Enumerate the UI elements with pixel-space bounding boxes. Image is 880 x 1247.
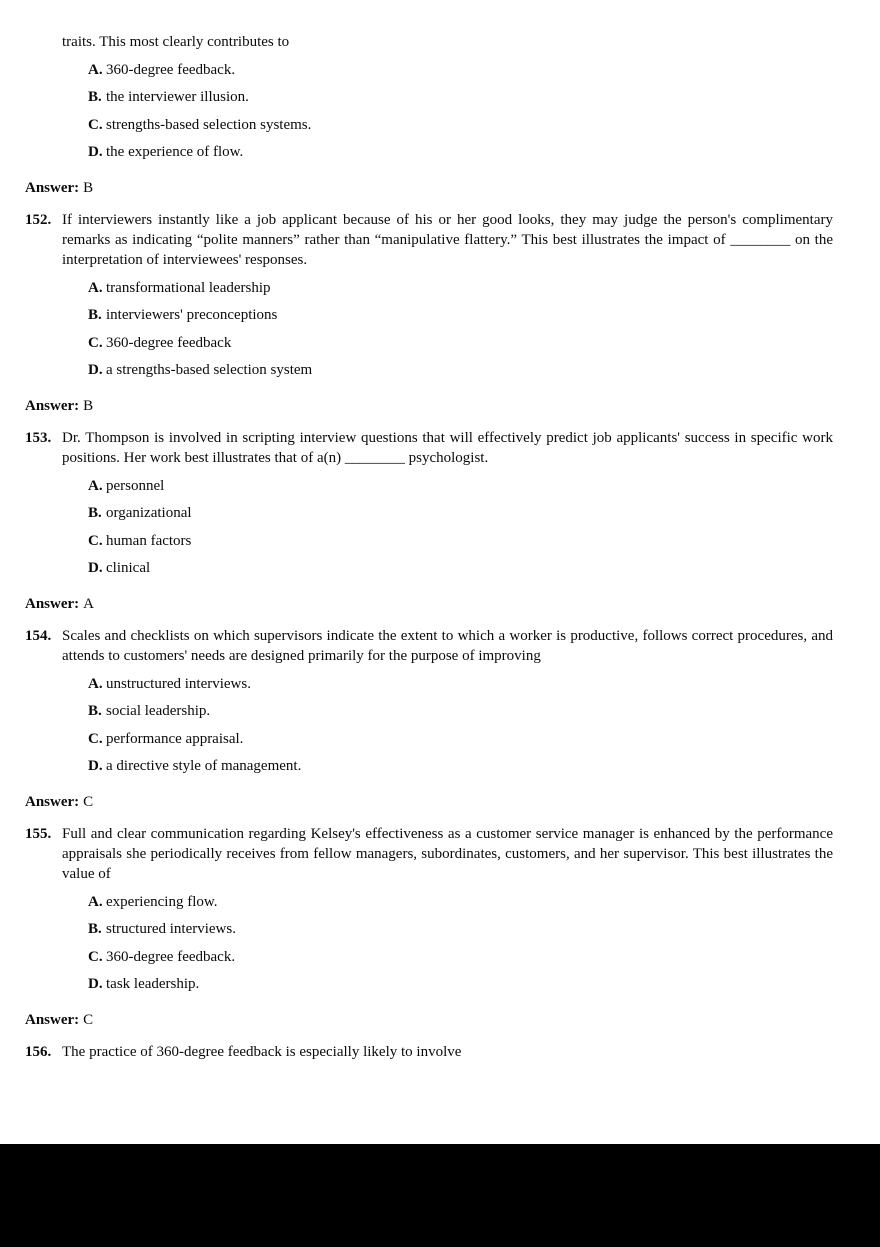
option-row-a [88, 674, 833, 694]
question-stem: If interviewers instantly like a job applicant because of his or her good looks, they may judge the person's complimentary remarks as indicating “polite manners” rather than “manipulative flattery.” This best illustrates the impact of ________ on the interpretation of interviewees' responses. [62, 212, 833, 268]
option-letter: B. [88, 89, 102, 105]
options-list [88, 674, 833, 777]
answer-label: Answer: [25, 397, 80, 414]
option-row-a [88, 60, 833, 80]
question-block-154 [25, 626, 833, 812]
answer-line [25, 594, 833, 614]
option-text: strengths-based selection systems. [106, 116, 312, 133]
option-text: a strengths-based selection system [106, 362, 313, 378]
option-letter: C. [88, 334, 103, 351]
answer-line [25, 396, 833, 416]
option-text: human factors [106, 532, 192, 549]
question-number: 154. [25, 628, 52, 644]
answer-value: B [83, 179, 94, 196]
option-text: clinical [106, 560, 151, 576]
question-number: 153. [25, 430, 52, 446]
option-row-b [88, 87, 833, 107]
option-row-a [88, 476, 833, 496]
answer-value: C [83, 793, 94, 810]
options-list [88, 476, 833, 579]
question-stem: The practice of 360-degree feedback is especially likely to involve [62, 1044, 462, 1060]
answer-line [25, 178, 833, 198]
question-block-152 [25, 210, 833, 416]
option-letter: C. [88, 948, 103, 965]
option-letter: B. [88, 505, 102, 521]
question-number: 156. [25, 1044, 52, 1060]
option-row-c [88, 531, 833, 551]
option-row-d [88, 142, 833, 162]
option-letter: D. [88, 144, 103, 160]
question-stem: traits. This most clearly contributes to [62, 34, 290, 50]
answer-value: C [83, 1011, 94, 1028]
answer-value: B [83, 397, 94, 414]
option-row-a [88, 278, 833, 298]
question-block-153 [25, 428, 833, 614]
question-stem: Dr. Thompson is involved in scripting interview questions that will effectively predict job applicants' success in specific work positions. Her work best illustrates that of a(n) ________ psychologist. [62, 430, 833, 466]
option-letter: D. [88, 976, 103, 992]
option-row-d [88, 360, 833, 380]
answer-line [25, 792, 833, 812]
question-block-155 [25, 824, 833, 1030]
options-list [88, 278, 833, 381]
option-letter: C. [88, 730, 103, 747]
option-text: task leadership. [106, 976, 200, 992]
question-number: 152. [25, 212, 52, 228]
option-row-c [88, 115, 833, 135]
question-block-lead [25, 32, 833, 198]
question-block-156 [25, 1042, 833, 1062]
option-text: performance appraisal. [106, 730, 244, 747]
question-stem: Full and clear communication regarding Kelsey's effectiveness as a customer service manager is enhanced by the performance appraisals she periodically receives from fellow managers, subordinates, customers, and her supervisor. This best illustrates the value of [62, 826, 833, 882]
option-letter: A. [88, 893, 103, 910]
option-text: the interviewer illusion. [106, 89, 249, 105]
redacted-footer-bar [0, 1144, 880, 1247]
option-row-d [88, 558, 833, 578]
option-row-b [88, 919, 833, 939]
question-number: 155. [25, 826, 52, 842]
option-row-c [88, 729, 833, 749]
option-letter: D. [88, 758, 103, 774]
option-text: organizational [106, 505, 192, 521]
answer-label: Answer: [25, 1011, 80, 1028]
option-letter: C. [88, 116, 103, 133]
question-stem: Scales and checklists on which supervisors indicate the extent to which a worker is productive, follows correct procedures, and attends to customers' needs are designed primarily for the purpose of improving [62, 628, 833, 664]
option-letter: C. [88, 532, 103, 549]
option-letter: D. [88, 362, 103, 378]
option-row-d [88, 756, 833, 776]
option-text: 360-degree feedback [106, 334, 232, 351]
option-text: experiencing flow. [106, 893, 218, 910]
option-row-c [88, 947, 833, 967]
option-text: 360-degree feedback. [106, 61, 236, 78]
option-text: 360-degree feedback. [106, 948, 236, 965]
option-row-a [88, 892, 833, 912]
option-text: transformational leadership [106, 279, 271, 296]
option-letter: A. [88, 61, 103, 78]
options-list [88, 60, 833, 163]
option-text: unstructured interviews. [106, 675, 251, 692]
option-text: structured interviews. [106, 921, 236, 937]
answer-line [25, 1010, 833, 1030]
options-list [88, 892, 833, 995]
option-text: a directive style of management. [106, 758, 302, 774]
answer-value: A [83, 595, 94, 612]
option-row-b [88, 701, 833, 721]
option-text: the experience of flow. [106, 144, 244, 160]
option-letter: B. [88, 921, 102, 937]
answer-label: Answer: [25, 179, 80, 196]
option-row-b [88, 305, 833, 325]
option-text: interviewers' preconceptions [106, 307, 278, 323]
option-letter: A. [88, 675, 103, 692]
option-letter: A. [88, 477, 103, 494]
option-letter: D. [88, 560, 103, 576]
option-letter: B. [88, 703, 102, 719]
option-letter: B. [88, 307, 102, 323]
option-letter: A. [88, 279, 103, 296]
option-row-d [88, 974, 833, 994]
answer-label: Answer: [25, 793, 80, 810]
option-row-c [88, 333, 833, 353]
answer-label: Answer: [25, 595, 80, 612]
option-text: social leadership. [106, 703, 211, 719]
option-text: personnel [106, 477, 165, 494]
option-row-b [88, 503, 833, 523]
